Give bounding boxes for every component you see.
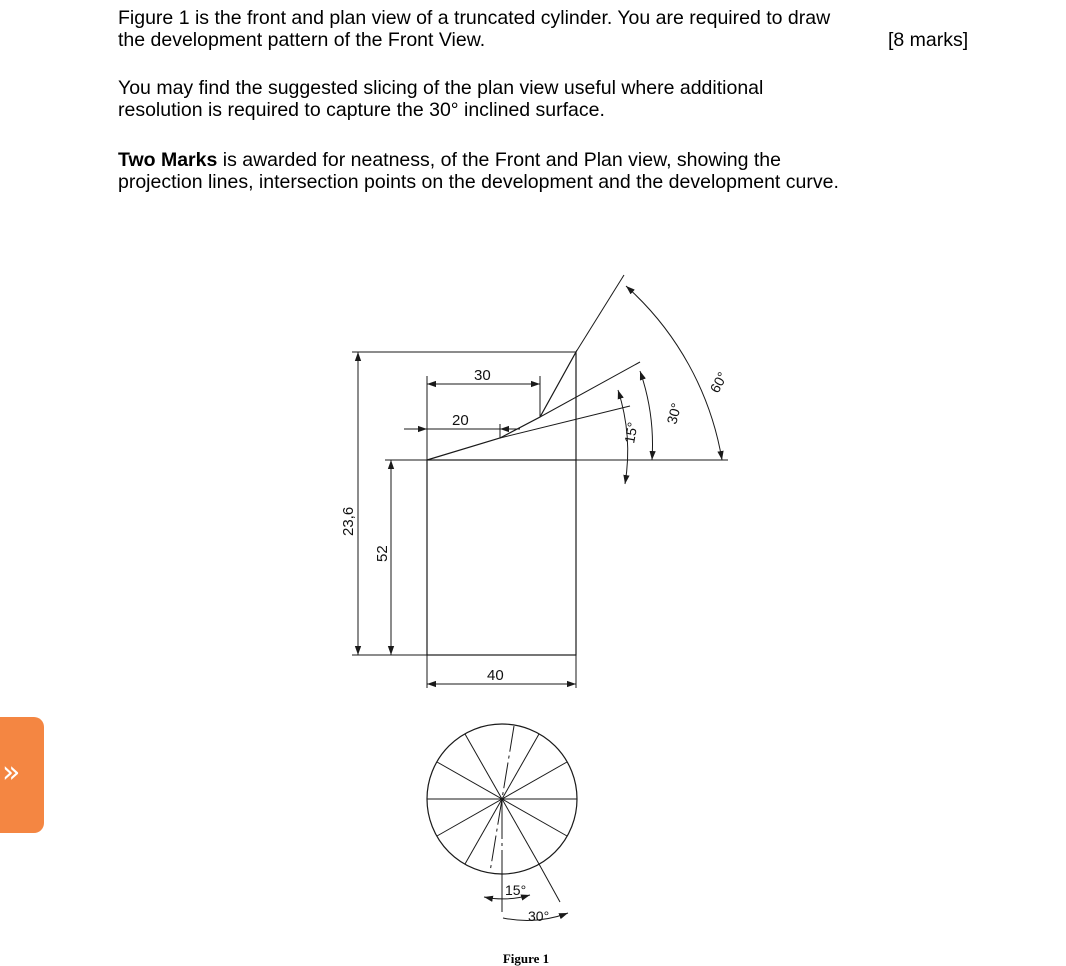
question-line: projection lines, intersection points on the development and the development curve. bbox=[118, 171, 839, 193]
figure-caption: Figure 1 bbox=[502, 951, 550, 966]
truncated-top-outline bbox=[427, 352, 576, 460]
dimension-label-52: 52 bbox=[374, 545, 391, 562]
marks-label: [8 marks] bbox=[888, 29, 969, 51]
question-text: is awarded for neatness, of the Front and Plan view, showing the bbox=[217, 149, 781, 171]
dimension-label-30: 30 bbox=[474, 367, 491, 384]
question-line: Figure 1 is the front and plan view of a truncated cylinder. You are required to draw bbox=[118, 7, 831, 29]
plan-angle-label-30: 30° bbox=[528, 908, 550, 924]
question-line: resolution is required to capture the 30° inclined surface. bbox=[118, 99, 605, 121]
construction-line-60 bbox=[576, 275, 624, 352]
angle-label-60: 60° bbox=[706, 369, 731, 396]
dimension-label-23-6: 23,6 bbox=[340, 506, 357, 536]
question-text: the development pattern of the Front View. bbox=[118, 29, 486, 51]
plan-angle-label-15: 15° bbox=[505, 882, 527, 898]
chevron-double-right-icon: » bbox=[2, 755, 21, 790]
dimension-label-40: 40 bbox=[487, 667, 504, 684]
front-view bbox=[352, 275, 728, 688]
expand-sidebar-button[interactable] bbox=[0, 717, 44, 833]
bold-text: Two Marks bbox=[118, 149, 218, 171]
construction-line-15 bbox=[500, 406, 630, 438]
plan-view bbox=[427, 724, 577, 920]
cylinder-body bbox=[427, 460, 576, 655]
angle-label-15: 15° bbox=[621, 420, 641, 445]
dimension-label-20: 20 bbox=[452, 412, 469, 429]
angle-arc-30 bbox=[640, 371, 653, 460]
angle-label-30: 30° bbox=[663, 401, 685, 426]
plan-extension-line bbox=[539, 864, 560, 902]
question-line: You may find the suggested slicing of the plan view useful where additional bbox=[118, 77, 764, 99]
